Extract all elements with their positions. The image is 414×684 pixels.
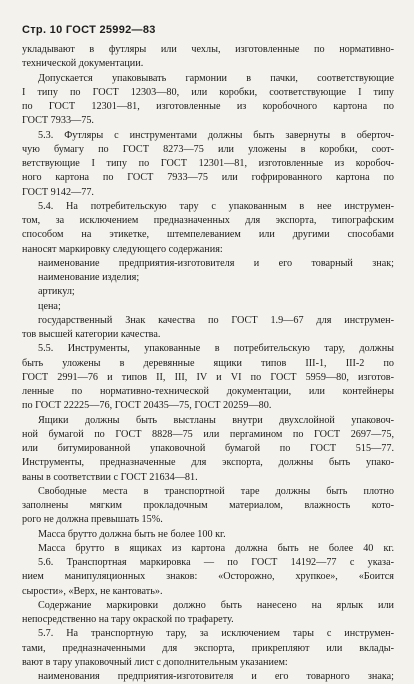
page-header: Стр. 10 ГОСТ 25992—83 (22, 24, 156, 36)
text-line: нием манипуляционных знаков: «Осторожно, хрупкое», «Боится (22, 571, 394, 583)
text-line: наименование предприятия-изготовителя и его товарный знак; (38, 257, 394, 269)
text-line: Содержание маркировки должно быть нанесено на ярлык или (38, 599, 394, 611)
text-line: по ГОСТ 22225—76, ГОСТ 20435—75, ГОСТ 20259—80. (22, 400, 272, 412)
text-line: способом на этикетке, штемпелеванием или другими способами (22, 229, 394, 241)
text-line: Масса брутто должна быть не более 100 кг. (38, 528, 226, 540)
text-line: наносят маркировку следующего содержания: (22, 243, 223, 255)
text-line: ГОСТ 7933—75. (22, 115, 94, 127)
text-line: Свободные места в транспортной таре должны быть плотно (38, 485, 394, 497)
text-line: быть уложены в деревянные ящики типов III-1, III-2 по (22, 357, 394, 369)
text-line: артикул; (38, 286, 75, 298)
text-line: 5.6. Транспортная маркировка — по ГОСТ 14192—77 с указа- (38, 557, 394, 568)
text-line: ваны в соответствии с ГОСТ 21634—81. (22, 471, 198, 483)
text-line: 5.3. Футляры с инструментами должны быть завернуты в оберточ- (38, 129, 394, 141)
text-line: наименования предприятия-изготовителя и его товарного знака; (38, 671, 394, 682)
text-line: Ящики должны быть выстланы внутри двухслойной упаковоч- (38, 414, 394, 426)
text-line: 5.5. Инструменты, упакованные в потребительскую тару, должны (38, 343, 394, 355)
text-line: ного картона по ГОСТ 7933—75 или гофрированного картона по (22, 172, 394, 184)
text-line: тов высшей категории качества. (22, 329, 161, 340)
text-line: непосредственно на тару окраской по трафарету. (22, 614, 234, 625)
text-line: 5.4. На потребительскую тару с упакованным в нее инструмен- (38, 200, 394, 212)
text-line: укладывают в футляры или чехлы, изготовленные по нормативно- (22, 44, 394, 55)
text-line: чую бумагу по ГОСТ 8273—75 или уложены в коробки, соот- (22, 143, 394, 155)
text-line: или битумированной упаковочной бумагой по ГОСТ 515—77. (22, 443, 394, 454)
text-line: ветствующие I типу по ГОСТ 12301—81, изготовленные из коробоч- (22, 158, 394, 169)
text-line: по ГОСТ 12301—81, изготовленные из коробочного картона по (22, 101, 394, 112)
text-line: ленные по нормативно-технической документации, или контейнеры (22, 386, 394, 397)
text-line: Допускается упаковывать гармонии в пачки, соответствующие (38, 72, 394, 84)
text-line: сырости», «Верх, не кантовать». (22, 585, 163, 597)
text-line: ной бумагой по ГОСТ 8828—75 или пергамином по ГОСТ 2697—75, (22, 428, 394, 440)
text-line: ГОСТ 9142—77. (22, 186, 94, 198)
text-line: государственный Знак качества по ГОСТ 1.9—67 для инструмен- (38, 314, 394, 326)
text-line: Масса брутто в ящиках из картона должна быть не более 40 кг. (38, 542, 394, 554)
document-body (22, 43, 394, 684)
text-line: рого не должна превышать 15%. (22, 514, 163, 526)
text-line: ГОСТ 2991—76 и типов II, III, IV и VI по ГОСТ 5959—80, изготов- (22, 371, 394, 383)
text-line: I типу по ГОСТ 12303—80, или коробки, соответствующие I типу (22, 86, 394, 98)
text-line: 5.7. На транспортную тару, за исключением тары с инструмен- (38, 628, 394, 640)
text-line: вают в тару упаковочный лист с дополнительным указанием: (22, 656, 288, 668)
text-line: наименование изделия; (38, 272, 140, 283)
text-line: технической документации. (22, 58, 144, 70)
text-line: Инструменты, предназначенные для экспорта, должны быть упако- (22, 457, 394, 469)
text-line: том, за исключением предназначенных для экспорта, типографским (22, 215, 394, 226)
text-line: тами, предназначенными для экспорта, прикрепляют или вклады- (22, 642, 394, 654)
text-line: цена; (38, 300, 61, 312)
text-line: заполнены мягким прокладочным материалом, влажность кото- (22, 500, 394, 511)
